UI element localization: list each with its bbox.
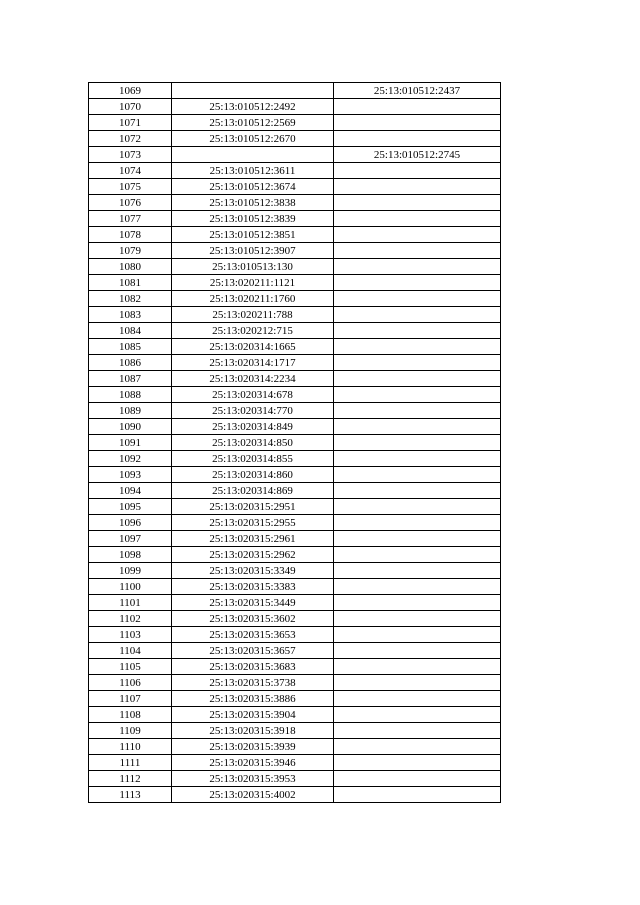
cadastral-number-cell-b [334, 339, 501, 355]
cadastral-number-cell-b [334, 99, 501, 115]
cadastral-number-cell-b [334, 563, 501, 579]
table-row [89, 787, 501, 803]
cadastral-number-cell-b [334, 259, 501, 275]
cadastral-number-cell-a: 25:13:020314:1717 [172, 355, 334, 371]
table-row [89, 227, 501, 243]
cadastral-number-cell-b [334, 275, 501, 291]
row-number-cell: 1077 [89, 211, 172, 227]
cadastral-number-cell-b [334, 483, 501, 499]
table-row [89, 755, 501, 771]
row-number-cell: 1087 [89, 371, 172, 387]
cadastral-number-cell-b [334, 499, 501, 515]
cadastral-number-cell-b [334, 723, 501, 739]
table-row [89, 659, 501, 675]
cadastral-number-cell-b [334, 323, 501, 339]
table-row [89, 131, 501, 147]
cadastral-number-cell-a: 25:13:020314:2234 [172, 371, 334, 387]
cadastral-number-cell-a: 25:13:020315:3738 [172, 675, 334, 691]
table-row [89, 499, 501, 515]
row-number-cell: 1073 [89, 147, 172, 163]
row-number-cell: 1095 [89, 499, 172, 515]
row-number-cell: 1099 [89, 563, 172, 579]
cadastral-number-cell-a: 25:13:020212:715 [172, 323, 334, 339]
cadastral-number-cell-a: 25:13:020315:2961 [172, 531, 334, 547]
cadastral-number-cell-a: 25:13:020315:3449 [172, 595, 334, 611]
cadastral-number-cell-a: 25:13:020315:3886 [172, 691, 334, 707]
table-row [89, 739, 501, 755]
cadastral-number-cell-b [334, 755, 501, 771]
row-number-cell: 1075 [89, 179, 172, 195]
row-number-cell: 1090 [89, 419, 172, 435]
table-row [89, 211, 501, 227]
table-row [89, 467, 501, 483]
row-number-cell: 1101 [89, 595, 172, 611]
cadastral-number-cell-b [334, 627, 501, 643]
cadastral-number-cell-b [334, 643, 501, 659]
cadastral-number-cell-b [334, 691, 501, 707]
cadastral-number-cell-b [334, 227, 501, 243]
cadastral-number-cell-a: 25:13:010512:2492 [172, 99, 334, 115]
cadastral-number-cell-a: 25:13:020314:849 [172, 419, 334, 435]
cadastral-number-cell-a: 25:13:020314:869 [172, 483, 334, 499]
table-row [89, 643, 501, 659]
table-row [89, 707, 501, 723]
table-row [89, 515, 501, 531]
cadastral-number-cell-b [334, 739, 501, 755]
cadastral-number-cell-a: 25:13:020314:855 [172, 451, 334, 467]
table-row [89, 163, 501, 179]
cadastral-number-cell-a: 25:13:020315:3602 [172, 611, 334, 627]
cadastral-number-cell-a: 25:13:020211:1760 [172, 291, 334, 307]
row-number-cell: 1089 [89, 403, 172, 419]
cadastral-number-cell-b [334, 387, 501, 403]
cadastral-number-cell-b [334, 355, 501, 371]
table-row [89, 99, 501, 115]
cadastral-number-cell-b [334, 611, 501, 627]
row-number-cell: 1091 [89, 435, 172, 451]
table-row [89, 547, 501, 563]
cadastral-number-cell-b [334, 291, 501, 307]
cadastral-number-cell-b [334, 515, 501, 531]
cadastral-number-cell-b [334, 595, 501, 611]
row-number-cell: 1113 [89, 787, 172, 803]
cadastral-number-cell-a: 25:13:020315:4002 [172, 787, 334, 803]
cadastral-number-cell-b [334, 419, 501, 435]
row-number-cell: 1107 [89, 691, 172, 707]
row-number-cell: 1112 [89, 771, 172, 787]
cadastral-number-cell-a: 25:13:010512:2670 [172, 131, 334, 147]
table-row [89, 291, 501, 307]
cadastral-number-cell-a: 25:13:020211:788 [172, 307, 334, 323]
row-number-cell: 1071 [89, 115, 172, 131]
cadastral-number-cell-a: 25:13:020315:2955 [172, 515, 334, 531]
table-body [89, 83, 501, 803]
table-row [89, 451, 501, 467]
cadastral-number-cell-a: 25:13:020315:2951 [172, 499, 334, 515]
cadastral-number-cell-b [334, 403, 501, 419]
cadastral-number-cell-a: 25:13:010512:3839 [172, 211, 334, 227]
table-row [89, 243, 501, 259]
row-number-cell: 1093 [89, 467, 172, 483]
cadastral-number-cell-a: 25:13:020315:3683 [172, 659, 334, 675]
table-row [89, 691, 501, 707]
row-number-cell: 1070 [89, 99, 172, 115]
table-row [89, 179, 501, 195]
cadastral-number-cell-a: 25:13:010512:3611 [172, 163, 334, 179]
cadastral-number-cell-a [172, 147, 334, 163]
cadastral-number-cell-a: 25:13:020314:1665 [172, 339, 334, 355]
cadastral-number-cell-a: 25:13:020315:3939 [172, 739, 334, 755]
table-row [89, 483, 501, 499]
table-row [89, 275, 501, 291]
cadastral-number-cell-a: 25:13:010513:130 [172, 259, 334, 275]
table-row [89, 579, 501, 595]
cadastral-number-cell-b [334, 435, 501, 451]
row-number-cell: 1080 [89, 259, 172, 275]
table-row [89, 387, 501, 403]
row-number-cell: 1096 [89, 515, 172, 531]
cadastral-number-cell-a: 25:13:010512:3674 [172, 179, 334, 195]
cadastral-number-cell-a: 25:13:020315:3383 [172, 579, 334, 595]
row-number-cell: 1088 [89, 387, 172, 403]
cadastral-number-cell-a: 25:13:020314:678 [172, 387, 334, 403]
cadastral-number-cell-b [334, 163, 501, 179]
cadastral-number-cell-b [334, 579, 501, 595]
row-number-cell: 1104 [89, 643, 172, 659]
row-number-cell: 1078 [89, 227, 172, 243]
row-number-cell: 1106 [89, 675, 172, 691]
cadastral-number-cell-a [172, 83, 334, 99]
cadastral-number-cell-b [334, 531, 501, 547]
row-number-cell: 1069 [89, 83, 172, 99]
table-row [89, 307, 501, 323]
table-row [89, 259, 501, 275]
cadastral-number-cell-a: 25:13:020314:860 [172, 467, 334, 483]
row-number-cell: 1079 [89, 243, 172, 259]
cadastral-number-cell-b: 25:13:010512:2745 [334, 147, 501, 163]
row-number-cell: 1072 [89, 131, 172, 147]
cadastral-number-table [88, 82, 501, 803]
row-number-cell: 1105 [89, 659, 172, 675]
table-row [89, 355, 501, 371]
cadastral-number-cell-a: 25:13:010512:2569 [172, 115, 334, 131]
cadastral-number-cell-b [334, 467, 501, 483]
table-row [89, 531, 501, 547]
row-number-cell: 1109 [89, 723, 172, 739]
cadastral-number-cell-a: 25:13:020315:3953 [172, 771, 334, 787]
row-number-cell: 1097 [89, 531, 172, 547]
table-row [89, 323, 501, 339]
table-row [89, 339, 501, 355]
cadastral-number-cell-a: 25:13:020315:3657 [172, 643, 334, 659]
cadastral-number-cell-a: 25:13:020315:3653 [172, 627, 334, 643]
row-number-cell: 1085 [89, 339, 172, 355]
row-number-cell: 1094 [89, 483, 172, 499]
table-row [89, 723, 501, 739]
table-row [89, 83, 501, 99]
row-number-cell: 1111 [89, 755, 172, 771]
row-number-cell: 1098 [89, 547, 172, 563]
cadastral-number-cell-b [334, 787, 501, 803]
cadastral-number-cell-a: 25:13:020315:3904 [172, 707, 334, 723]
table-row [89, 675, 501, 691]
cadastral-number-cell-a: 25:13:020315:3946 [172, 755, 334, 771]
cadastral-number-cell-a: 25:13:020211:1121 [172, 275, 334, 291]
cadastral-number-cell-b [334, 211, 501, 227]
cadastral-number-cell-a: 25:13:020315:3918 [172, 723, 334, 739]
table-row [89, 435, 501, 451]
cadastral-number-cell-b [334, 307, 501, 323]
row-number-cell: 1084 [89, 323, 172, 339]
table-row [89, 419, 501, 435]
cadastral-number-cell-a: 25:13:020314:850 [172, 435, 334, 451]
table-row [89, 627, 501, 643]
row-number-cell: 1100 [89, 579, 172, 595]
cadastral-number-cell-a: 25:13:010512:3838 [172, 195, 334, 211]
cadastral-number-cell-b [334, 115, 501, 131]
cadastral-number-cell-b [334, 243, 501, 259]
table-row [89, 595, 501, 611]
table-row [89, 115, 501, 131]
cadastral-number-cell-a: 25:13:020315:2962 [172, 547, 334, 563]
row-number-cell: 1082 [89, 291, 172, 307]
cadastral-number-cell-b [334, 131, 501, 147]
row-number-cell: 1081 [89, 275, 172, 291]
row-number-cell: 1083 [89, 307, 172, 323]
cadastral-number-cell-b [334, 179, 501, 195]
table-row [89, 403, 501, 419]
row-number-cell: 1086 [89, 355, 172, 371]
table-row [89, 611, 501, 627]
table-row [89, 195, 501, 211]
cadastral-number-cell-b [334, 707, 501, 723]
table-row [89, 563, 501, 579]
row-number-cell: 1092 [89, 451, 172, 467]
cadastral-number-cell-b [334, 547, 501, 563]
cadastral-number-cell-a: 25:13:010512:3851 [172, 227, 334, 243]
table-row [89, 147, 501, 163]
row-number-cell: 1076 [89, 195, 172, 211]
cadastral-number-cell-a: 25:13:020314:770 [172, 403, 334, 419]
table-row [89, 771, 501, 787]
cadastral-number-cell-a: 25:13:010512:3907 [172, 243, 334, 259]
row-number-cell: 1074 [89, 163, 172, 179]
cadastral-number-cell-b [334, 451, 501, 467]
cadastral-number-cell-b [334, 659, 501, 675]
cadastral-number-cell-b [334, 195, 501, 211]
cadastral-number-cell-a: 25:13:020315:3349 [172, 563, 334, 579]
table-row [89, 371, 501, 387]
cadastral-number-cell-b [334, 675, 501, 691]
cadastral-number-cell-b [334, 371, 501, 387]
cadastral-number-cell-b [334, 771, 501, 787]
cadastral-number-cell-b: 25:13:010512:2437 [334, 83, 501, 99]
row-number-cell: 1108 [89, 707, 172, 723]
row-number-cell: 1110 [89, 739, 172, 755]
row-number-cell: 1103 [89, 627, 172, 643]
row-number-cell: 1102 [89, 611, 172, 627]
